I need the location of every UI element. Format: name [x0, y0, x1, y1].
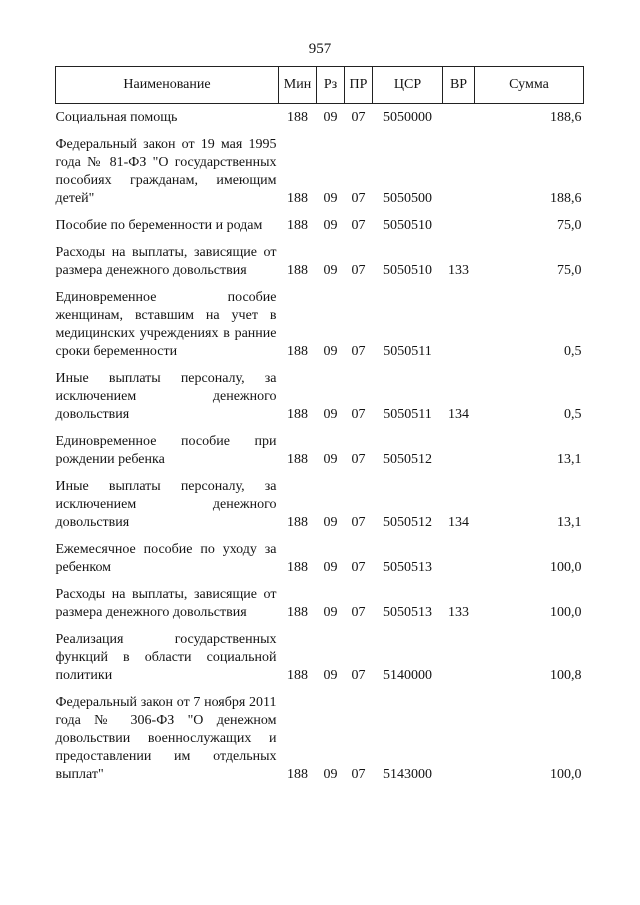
- table-row: [56, 370, 584, 424]
- row-min: 188: [287, 218, 308, 233]
- row-pr: 07: [351, 344, 366, 359]
- row-name: Единовременное пособие при рождении ребенка: [55, 434, 277, 467]
- row-pr: 07: [351, 767, 366, 782]
- row-vr: [443, 694, 475, 784]
- row-csr: 5050511: [383, 344, 432, 359]
- row-vr: 134: [448, 407, 469, 422]
- row-vr: [443, 136, 475, 208]
- row-csr: 5050000: [383, 110, 432, 125]
- row-name: Расходы на выплаты, зависящие от размера денежного довольствия: [55, 245, 277, 278]
- row-rz: 09: [323, 218, 338, 233]
- row-sum: 75,0: [557, 218, 582, 233]
- row-csr: 5050500: [383, 191, 432, 206]
- row-name: Иные выплаты персоналу, за исключением денежного довольствия: [55, 371, 277, 422]
- row-sum: 100,0: [550, 767, 582, 782]
- row-sum: 100,0: [550, 560, 582, 575]
- row-min: 188: [287, 515, 308, 530]
- row-pr: 07: [351, 452, 366, 467]
- row-pr: 07: [351, 605, 366, 620]
- row-min: 188: [287, 560, 308, 575]
- table-row: [56, 586, 584, 622]
- header-rz: Рз: [317, 67, 345, 104]
- row-rz: 09: [323, 263, 338, 278]
- row-pr: 07: [351, 110, 366, 125]
- table-body: [56, 104, 584, 785]
- table-header: [56, 67, 584, 104]
- row-vr: [443, 433, 475, 469]
- row-name: Социальная помощь: [55, 110, 178, 125]
- header-vr: ВР: [443, 67, 475, 104]
- row-rz: 09: [323, 407, 338, 422]
- row-csr: 5050512: [383, 452, 432, 467]
- row-rz: 09: [323, 560, 338, 575]
- row-csr: 5050511: [383, 407, 432, 422]
- row-sum: 188,6: [550, 110, 582, 125]
- row-pr: 07: [351, 263, 366, 278]
- row-pr: 07: [351, 668, 366, 683]
- page-number: 957: [308, 41, 332, 57]
- row-sum: 13,1: [557, 452, 582, 467]
- header-min: Мин: [279, 67, 317, 104]
- row-rz: 09: [323, 344, 338, 359]
- row-rz: 09: [323, 452, 338, 467]
- row-vr: [443, 631, 475, 685]
- row-rz: 09: [323, 605, 338, 620]
- row-name: Федеральный закон от 19 мая 1995 года № 81-ФЗ "О государственных пособиях гражданам, имеющим детей": [55, 137, 277, 206]
- row-vr: 133: [448, 263, 469, 278]
- row-min: 188: [287, 605, 308, 620]
- table-row: [56, 109, 584, 127]
- row-vr: 134: [448, 515, 469, 530]
- row-csr: 5050510: [383, 263, 432, 278]
- table-row: [56, 541, 584, 577]
- budget-table: [55, 66, 584, 784]
- header-pr: ПР: [345, 67, 373, 104]
- row-sum: 0,5: [564, 344, 582, 359]
- row-csr: 5050513: [383, 605, 432, 620]
- row-rz: 09: [323, 767, 338, 782]
- row-min: 188: [287, 452, 308, 467]
- row-rz: 09: [323, 668, 338, 683]
- row-rz: 09: [323, 110, 338, 125]
- row-name: Ежемесячное пособие по уходу за ребенком: [55, 542, 277, 575]
- row-csr: 5140000: [383, 668, 432, 683]
- row-min: 188: [287, 668, 308, 683]
- row-csr: 5050512: [383, 515, 432, 530]
- row-min: 188: [287, 110, 308, 125]
- row-sum: 75,0: [557, 263, 582, 278]
- row-pr: 07: [351, 218, 366, 233]
- row-sum: 0,5: [564, 407, 582, 422]
- header-name: Наименование: [56, 67, 279, 104]
- row-vr: [443, 217, 475, 235]
- row-vr: [443, 541, 475, 577]
- row-vr: [443, 109, 475, 127]
- table-row: [56, 694, 584, 784]
- row-csr: 5143000: [383, 767, 432, 782]
- row-csr: 5050510: [383, 218, 432, 233]
- header-sum: Сумма: [475, 67, 584, 104]
- table-row: [56, 136, 584, 208]
- row-min: 188: [287, 191, 308, 206]
- row-name: Реализация государственных функций в области социальной политики: [55, 632, 277, 683]
- table-row: [56, 478, 584, 532]
- row-rz: 09: [323, 515, 338, 530]
- row-sum: 100,8: [550, 668, 582, 683]
- row-min: 188: [287, 767, 308, 782]
- row-pr: 07: [351, 560, 366, 575]
- table-row: [56, 631, 584, 685]
- table-row: [56, 244, 584, 280]
- row-name: Федеральный закон от 7 ноября 2011 года № 306-ФЗ "О денежном довольствии военнослужащих и предоставлении им отдельных выплат": [55, 695, 277, 782]
- row-rz: 09: [323, 191, 338, 206]
- row-name: Расходы на выплаты, зависящие от размера денежного довольствия: [55, 587, 277, 620]
- row-name: Пособие по беременности и родам: [55, 218, 263, 233]
- row-csr: 5050513: [383, 560, 432, 575]
- row-sum: 188,6: [550, 191, 582, 206]
- row-name: Иные выплаты персоналу, за исключением денежного довольствия: [55, 479, 277, 530]
- header-csr: ЦСР: [373, 67, 443, 104]
- row-name: Единовременное пособие женщинам, вставшим на учет в медицинских учреждениях в ранние сроки беременности: [55, 290, 277, 359]
- row-pr: 07: [351, 515, 366, 530]
- row-min: 188: [287, 263, 308, 278]
- row-min: 188: [287, 344, 308, 359]
- table-row: [56, 433, 584, 469]
- row-min: 188: [287, 407, 308, 422]
- table-row: [56, 289, 584, 361]
- row-sum: 100,0: [550, 605, 582, 620]
- row-pr: 07: [351, 191, 366, 206]
- row-pr: 07: [351, 407, 366, 422]
- row-vr: [443, 289, 475, 361]
- row-vr: 133: [448, 605, 469, 620]
- table-row: [56, 217, 584, 235]
- row-sum: 13,1: [557, 515, 582, 530]
